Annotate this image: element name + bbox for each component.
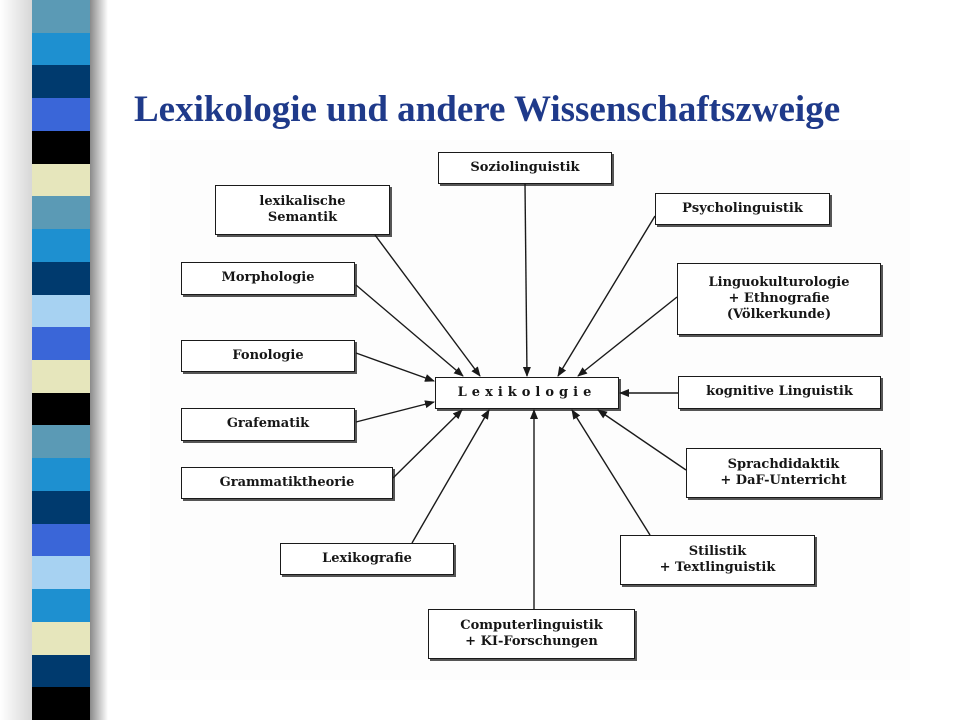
- node-label-line2: + Ethnografie: [728, 290, 830, 306]
- decorative-stripe-bar: [32, 0, 90, 720]
- node-label: Grammatiktheorie: [219, 474, 355, 490]
- node-label: Fonologie: [232, 347, 304, 363]
- stripe-segment: [32, 0, 90, 33]
- stripe-segment: [32, 33, 90, 66]
- node-label: Morphologie: [221, 270, 315, 286]
- node-label: kognitive Linguistik: [706, 384, 853, 400]
- slide-edge-shading: [0, 0, 32, 720]
- node-grafematik: [181, 408, 355, 441]
- stripe-segment: [32, 327, 90, 360]
- stripe-segment: [32, 164, 90, 197]
- stripe-segment: [32, 229, 90, 262]
- node-label-line1: Stilistik: [688, 543, 747, 559]
- node-morphologie: [181, 262, 355, 295]
- node-label-line1: Sprachdidaktik: [727, 456, 840, 472]
- stripe-segment: [32, 65, 90, 98]
- stripe-segment: [32, 131, 90, 164]
- stripe-segment: [32, 196, 90, 229]
- node-kognitive-linguistik: [678, 376, 881, 409]
- node-label-line2: + KI-Forschungen: [465, 634, 598, 649]
- node-label-line1: Computerlinguistik: [460, 617, 603, 633]
- stripe-segment: [32, 655, 90, 688]
- node-lexikologie-center: [435, 377, 619, 409]
- stripe-segment: [32, 360, 90, 393]
- stripe-segment: [32, 589, 90, 622]
- node-stilistik: [620, 535, 815, 585]
- stripe-segment: [32, 622, 90, 655]
- node-label-line2: Semantik: [267, 210, 338, 225]
- stripe-segment: [32, 556, 90, 589]
- node-label: Lexikografie: [322, 550, 412, 566]
- node-label-line2: + DaF-Unterricht: [720, 473, 847, 488]
- node-label: Lexikologie: [457, 384, 597, 400]
- node-lexikografie: [280, 543, 454, 575]
- node-linguokulturologie: [677, 263, 881, 335]
- stripe-bar-shadow: [90, 0, 108, 720]
- stripe-segment: [32, 393, 90, 426]
- node-fonologie: [181, 340, 355, 372]
- node-label: Grafematik: [226, 416, 310, 432]
- node-sprachdidaktik: [686, 448, 881, 498]
- slide-title: Lexikologie und andere Wissenschaftszweige: [134, 89, 841, 130]
- node-soziolinguistik: [438, 152, 612, 184]
- stripe-segment: [32, 687, 90, 720]
- node-label: Psycholinguistik: [682, 200, 803, 216]
- stripe-segment: [32, 458, 90, 491]
- node-label-line2: + Textlinguistik: [659, 560, 776, 575]
- node-lexikalische-semantik: [215, 185, 390, 235]
- node-label: Soziolinguistik: [470, 159, 580, 175]
- node-label-line1: lexikalische: [259, 193, 346, 209]
- node-label-line3: (Völkerkunde): [726, 307, 832, 323]
- stripe-segment: [32, 295, 90, 328]
- stripe-segment: [32, 524, 90, 557]
- stripe-segment: [32, 98, 90, 131]
- stripe-segment: [32, 425, 90, 458]
- stripe-segment: [32, 491, 90, 524]
- stripe-segment: [32, 262, 90, 295]
- node-grammatiktheorie: [181, 467, 393, 499]
- node-psycholinguistik: [655, 193, 830, 225]
- node-label-line1: Linguokulturologie: [708, 274, 850, 290]
- node-computerlinguistik: [428, 609, 635, 659]
